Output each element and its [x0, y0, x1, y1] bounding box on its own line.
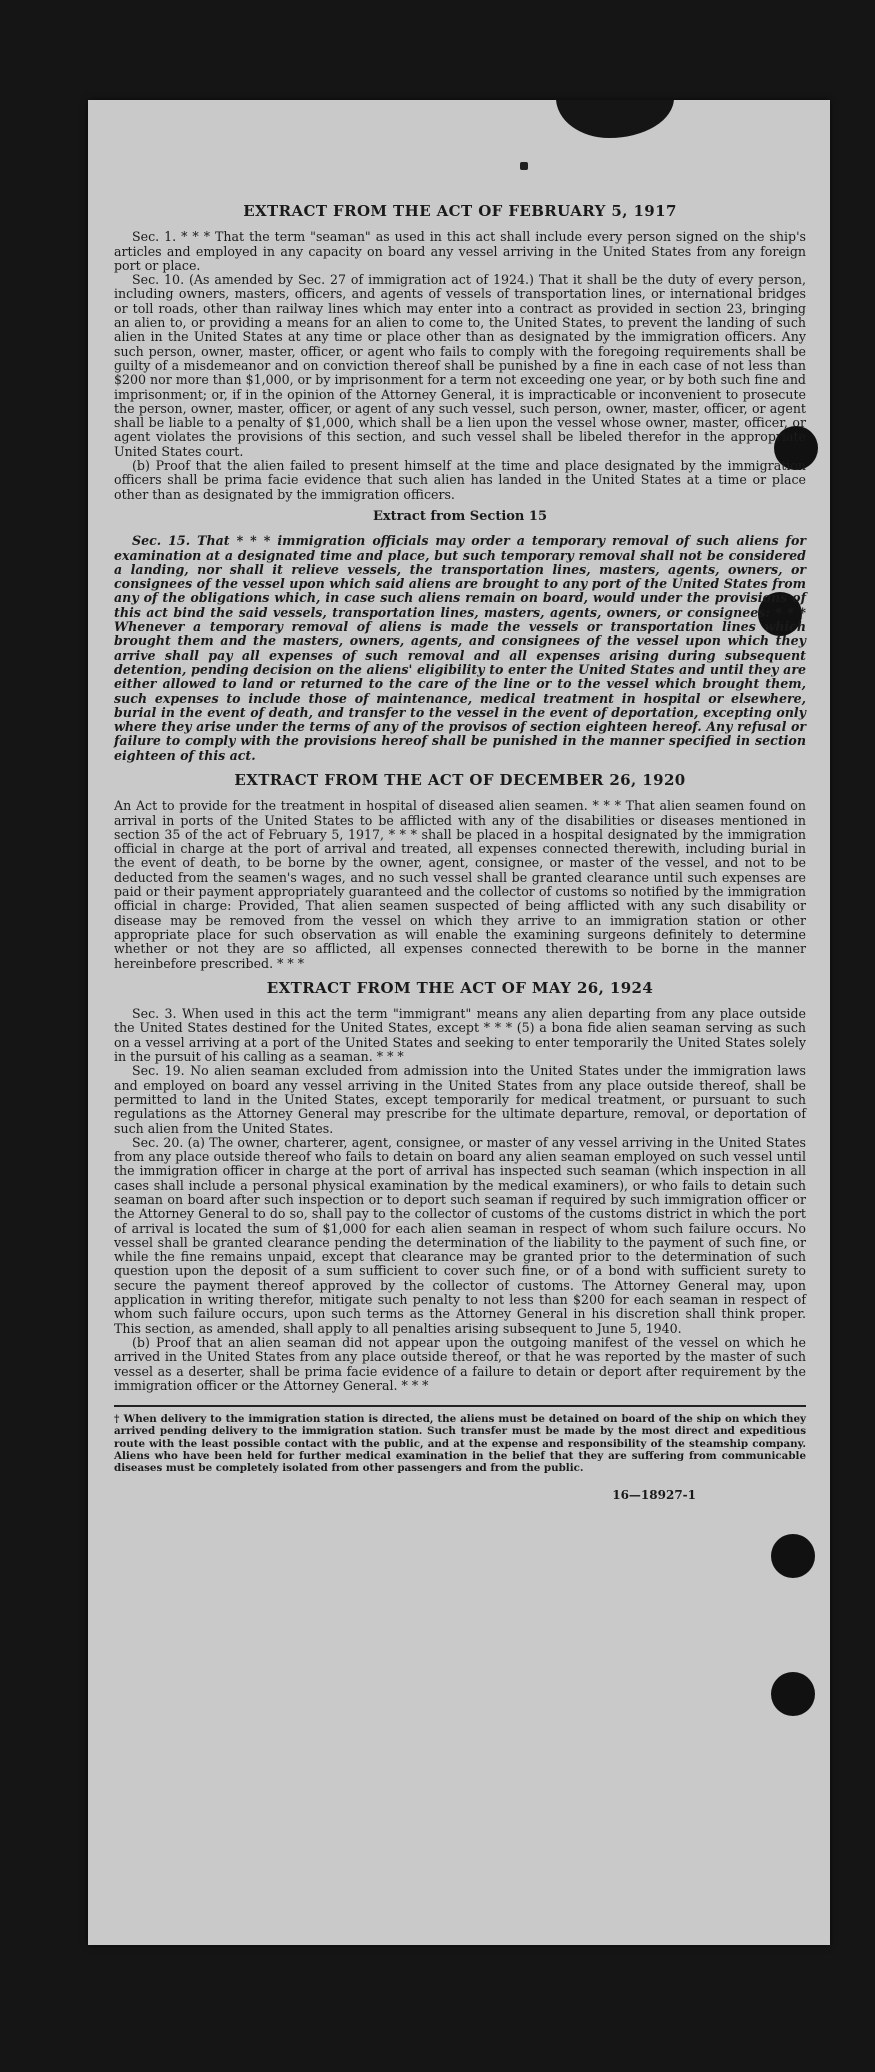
ink-mark — [520, 162, 528, 170]
paragraph-sec-1: Sec. 1. * * * That the term "seaman" as used in this act shall include every person signed on the ship's articles and employed in any capacity on board any vessel arriving in the United States from any foreign port or place. — [114, 229, 806, 273]
paragraph-sec-10: Sec. 10. (As amended by Sec. 27 of immigration act of 1924.) That it shall be the duty of every person, including owners, masters, officers, and agents of vessels of transportation lines, or international bridges or toll roads, other than railway lines which may enter into a contract as provided in section 23, bringing an alien to, or providing a means for an alien to come to, the United States, to prevent the landing of such alien in the United States at any time or place other than as designated by the immigration officers. Any such person, owner, master, officer, or agent who fails to comply with the foregoing requirements shall be guilty of a misdemeanor and on conviction thereof shall be punished by a fine in each case of not less than $200 nor more than $1,000, or by imprisonment for a term not exceeding one year, or by both such fine and imprisonment; or, if in the opinion of the Attorney General, it is impracticable or inconvenient to prosecute the person, owner, master, officer, or agent of any such vessel, such person, owner, master, officer, or agent shall be liable to a penalty of $1,000, which shall be a lien upon the vessel whose owner, master, officer, or agent violates the provisions of this section, and such vessel shall be libeled therefor in the appropriate United States court. — [114, 272, 806, 459]
paragraph-sec-20-b: (b) Proof that an alien seaman did not appear upon the outgoing manifest of the vessel on which he arrived in the United States from any place outside thereof, or that he was reported by the master of such vessel as a deserter, shall be prima facie evidence of a failure to detain or deport after requirement by the immigration officer or the Attorney General. * * * — [114, 1334, 806, 1393]
torn-corner — [556, 100, 674, 138]
paragraph-act-1920: An Act to provide for the treatment in hospital of diseased alien seamen. * * * That alien seamen found on arrival in ports of the United States to be afflicted with any of the disabilities or diseases mentioned in section 35 of the act of February 5, 1917, * * * shall be placed in a hospital designated by the immigration official in charge at the port of arrival and treated, all expenses connected therewith, including burial in the event of death, to be borne by the owner, agent, consignee, or master of the vessel, and not to be deducted from the seamen's wages, and no such vessel shall be granted clearance until such expenses are paid or their payment appropriately guaranteed and the collector of customs so notified by the immigration official in charge: Provided, That alien seamen suspected of being afflicted with any such disability or disease may be removed from the vessel on which they arrive to an immigration station or other appropriate place for such observation as will enable the examining surgeons definitely to determine whether or not they are so afflicted, all expenses connected therewith to be borne in the manner hereinbefore prescribed. * * * — [114, 798, 806, 971]
footnote: † When delivery to the immigration station is directed, the aliens must be detained on board of the ship on which they arrived pending delivery to the immigration station. Such transfer must be made by the most direct and expeditious route with the least possible contact with the public, and at the expense and responsibility of the steamship company. Aliens who have been held for further medical examination in the belief that they are suffering from communicable diseases must be completely isolated from other passengers and from the public. — [114, 1413, 806, 1474]
footnote-divider — [114, 1405, 806, 1407]
document-text — [114, 194, 806, 1502]
punch-hole-3 — [771, 1534, 815, 1578]
subheading-section-15: Extract from Section 15 — [372, 508, 548, 524]
paragraph-sec-20-a: Sec. 20. (a) The owner, charterer, agent, consignee, or master of any vessel arriving in the United States from any place outside thereof who fails to detain on board any alien seaman employed on such vessel until the immigration officer in charge at the port of arrival has inspected such seaman (which inspection in all cases shall include a personal physical examination by the medical examiners), or who fails to detain such seaman on board after such inspection or to deport such seaman if required by such immigration officer or the Attorney General to do so, shall pay to the collector of customs of the customs district in which the port of arrival is located the sum of $1,000 for each alien seaman in respect of whom such failure occurs. No vessel shall be granted clearance pending the determination of the liability to the payment of such fine, or while the fine remains unpaid, except that clearance may be granted prior to the determination of such question upon the deposit of a sum sufficient to cover such fine, or of a bond with sufficient surety to secure the payment thereof approved by the collector of customs. The Attorney General may, upon application in writing therefor, mitigate such penalty to not less than $200 for each seaman in respect of whom such failure occurs, upon such terms as the Attorney General in his discretion shall think proper. This section, as amended, shall apply to all penalties arising subsequent to June 5, 1940. — [114, 1134, 806, 1336]
paragraph-sec-10-b: (b) Proof that the alien failed to present himself at the time and place designated by the immigration officers shall be prima facie evidence that such alien has landed in the United States at a time or place other than as designated by the immigration officers. — [114, 458, 806, 502]
heading-act-1924: EXTRACT FROM THE ACT OF MAY 26, 1924 — [266, 978, 654, 997]
punch-hole-4 — [771, 1672, 815, 1716]
paragraph-sec-3: Sec. 3. When used in this act the term "immigrant" means any alien departing from any place outside the United States destined for the United States, except * * * (5) a bona fide alien seaman serving as such on a vessel arriving at a port of the United States and seeking to enter temporarily the United States solely in the pursuit of his calling as a seaman. * * * — [114, 1006, 806, 1065]
heading-act-1920: EXTRACT FROM THE ACT OF DECEMBER 26, 1920 — [234, 770, 686, 789]
document-number: 16—18927-1 — [612, 1488, 696, 1503]
paragraph-sec-15: Sec. 15. That * * * immigration officials may order a temporary removal of such aliens for examination at a designated time and place, but such temporary removal shall not be considered a landing, nor shall it relieve vessels, the transportation lines, masters, agents, owners, or consignees of the vessel upon which said aliens are brought to any port of the United States from any of the obligations which, in case such aliens remain on board, would under the provisions of this act bind the said vessels, transportation lines, masters, agents, owners, or consignees: * * * Whenever a temporary removal of aliens is made the vessels or transportation lines which brought them and the masters, owners, agents, and consignees of the vessel upon which they arrive shall pay all expenses of such removal and all expenses arising during subsequent detention, pending decision on the aliens' eligibility to enter the United States and until they are either allowed to land or returned to the care of the line or to the vessel which brought them, such expenses to include those of maintenance, medical treatment in hospital or elsewhere, burial in the event of death, and transfer to the vessel in the event of deportation, excepting only where they arise under the terms of any of the provisos of section eighteen hereof. Any refusal or failure to comply with the provisions hereof shall be punished in the manner specified in section eighteen of this act. — [114, 533, 806, 763]
paragraph-sec-19: Sec. 19. No alien seaman excluded from admission into the United States under the immigration laws and employed on board any vessel arriving in the United States from any place outside thereof, shall be permitted to land in the United States, except temporarily for medical treatment, or pursuant to such regulations as the Attorney General may prescribe for the ultimate departure, removal, or deportation of such alien from the United States. — [114, 1063, 806, 1136]
heading-act-1917: EXTRACT FROM THE ACT OF FEBRUARY 5, 1917 — [243, 202, 677, 220]
document-page — [88, 100, 830, 1945]
